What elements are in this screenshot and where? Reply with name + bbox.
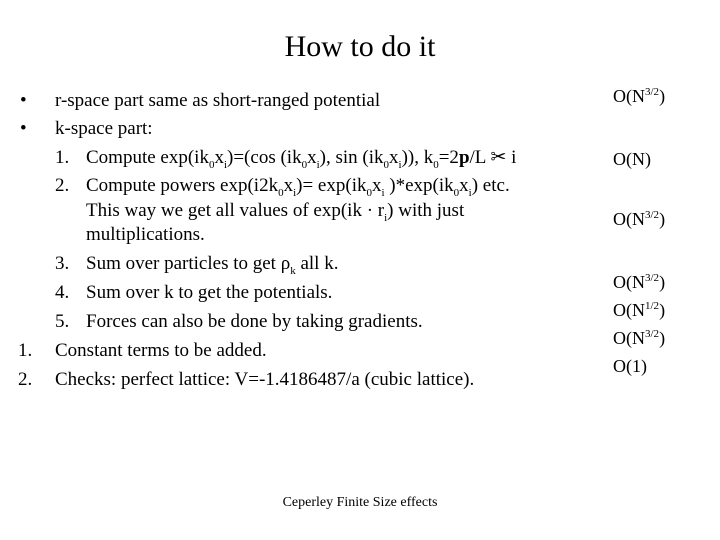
step-continuation: This way we get all values of $\exp(ik \cdot r_i)$ with just	[86, 200, 465, 224]
complexity-label: $O(N^{3/2})$	[613, 328, 666, 348]
slide-footer: Ceperley Finite Size effects	[282, 495, 438, 510]
step-number: 4.	[55, 282, 70, 303]
step-text-compute-exp: Compute $\exp(ik_0x_i)=(\cos$ $(ik_0x_i)$, $\sin (ik_0x_i)$), $k_0=2p/L$ ✂ i	[86, 147, 517, 171]
scissors-icon: ✂	[490, 147, 507, 168]
step-text-compute-powers: Compute powers $\exp(i2k_0x_i)= \exp(ik_0x_i$ )$*\exp(ik_0x_i)$ etc.	[86, 175, 510, 199]
step-continuation: multiplications.	[86, 224, 205, 245]
bullet-marker: •	[20, 118, 27, 139]
bullet-text-rspace: r-space part same as short-ranged potential	[55, 90, 381, 111]
step-number: 5.	[55, 311, 70, 332]
list-number: 2.	[18, 369, 33, 390]
complexity-label: $O(N^{3/2})$	[613, 86, 666, 106]
complexity-label: $O(N^{3/2})$	[613, 272, 666, 292]
bullet-marker: •	[20, 90, 27, 111]
pi-symbol: p	[458, 147, 470, 168]
complexity-label: $O(N^{1/2})$	[613, 300, 666, 320]
step-number: 1.	[55, 147, 70, 168]
step-number: 2.	[55, 175, 70, 196]
step-text-sum-k: Sum over k to get the potentials.	[86, 282, 333, 303]
bullet-text-kspace: k-space part:	[55, 118, 153, 139]
step-number: 3.	[55, 253, 70, 274]
list-text-constant-terms: Constant terms to be added.	[55, 340, 267, 361]
step-text-forces: Forces can also be done by taking gradients.	[86, 311, 423, 332]
complexity-label: $O(N^{3/2})$	[613, 209, 666, 229]
step-text-sum-particles: Sum over particles to get $\rho_k$ all k.	[86, 253, 339, 277]
complexity-label: O(N)	[613, 149, 651, 169]
list-text-checks: Checks: perfect lattice: V=-1.4186487/a (cubic lattice).	[55, 369, 475, 390]
slide-title: How to do it	[284, 30, 436, 63]
complexity-label: O(1)	[613, 356, 647, 376]
list-number: 1.	[18, 340, 33, 361]
